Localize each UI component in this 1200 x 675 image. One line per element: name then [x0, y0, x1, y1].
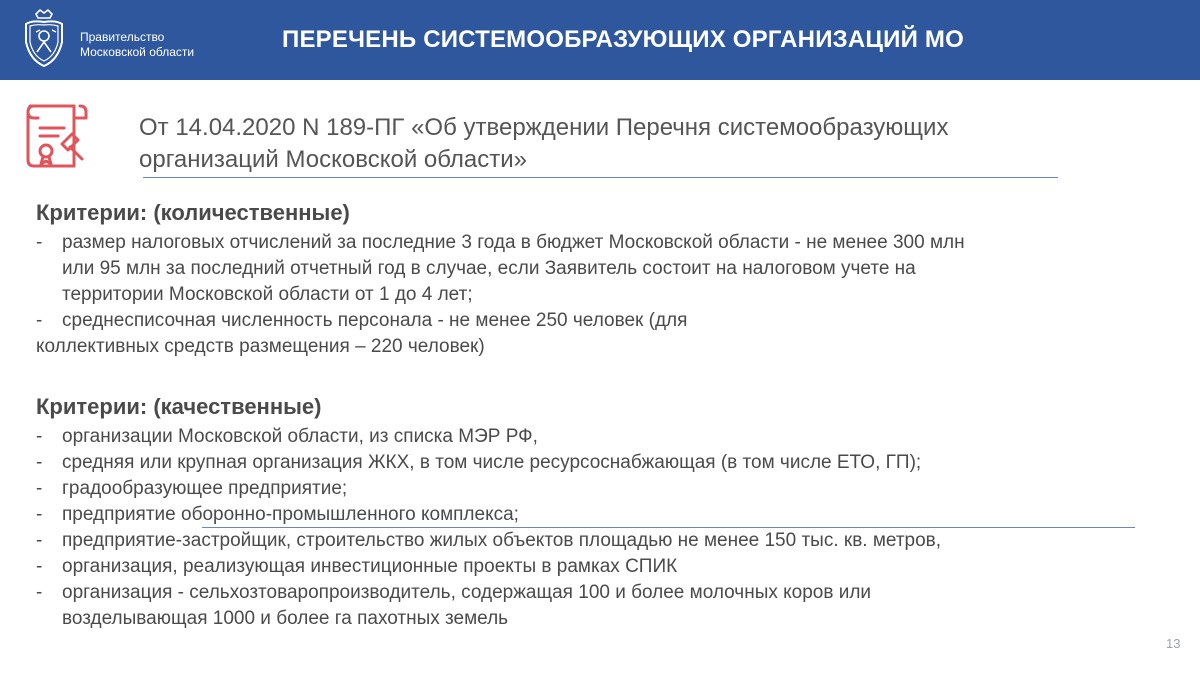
list-dash: - [36, 478, 43, 499]
item-text-line: средняя или крупная организация ЖКХ, в том числе ресурсоснабжающая (в том числе ЕТО, ГП); [62, 452, 922, 473]
item-text-line: коллективных средств размещения – 220 человек) [36, 336, 485, 357]
list-dash: - [36, 310, 43, 331]
page-number: 13 [1166, 636, 1181, 651]
list-item [36, 476, 1166, 502]
qualitative-criteria-heading: Критерии: (качественные) [36, 394, 322, 419]
item-text-line: территории Московской области от 1 до 4 лет; [62, 284, 473, 305]
list-dash: - [36, 232, 43, 253]
item-text-line: возделывающая 1000 и более га пахотных земель [62, 608, 509, 629]
qualitative-criteria-list [36, 424, 1166, 632]
list-dash: - [36, 504, 43, 525]
item-text-line: размер налоговых отчислений за последние 3 года в бюджет Московской области - не менее 300 млн [62, 232, 965, 253]
list-dash: - [36, 426, 43, 447]
decree-line: организаций Московской области» [139, 146, 528, 173]
item-text-line: или 95 млн за последний отчетный год в случае, если Заявитель состоит на налоговом учете на [62, 258, 916, 279]
list-item [36, 502, 1166, 528]
list-item [36, 230, 1166, 308]
list-dash: - [36, 582, 43, 603]
list-dash: - [36, 556, 43, 577]
organization-name [80, 30, 194, 60]
list-dash: - [36, 452, 43, 473]
item-text-line: предприятие-застройщик, строительство жилых объектов площадью не менее 150 тыс. кв. метров, [62, 530, 942, 551]
section-divider [202, 527, 1135, 528]
item-text-line: организация - сельхозтоваропроизводитель, содержащая 100 и более молочных коров или [62, 582, 872, 603]
org-line: Московской области [80, 45, 195, 59]
decree-line: От 14.04.2020 N 189-ПГ «Об утверждении Перечня системообразующих [139, 114, 949, 141]
list-item [36, 554, 1166, 580]
list-item [36, 308, 1166, 360]
decree-divider [143, 177, 1058, 178]
org-line: Правительство [80, 30, 165, 44]
item-text-line: среднесписочная численность персонала - не менее 250 человек (для [62, 310, 688, 331]
item-text-line: организации Московской области, из списка МЭР РФ, [62, 426, 538, 447]
item-text-line: организация, реализующая инвестиционные проекты в рамках СПИК [62, 556, 678, 577]
item-text-line: предприятие оборонно-промышленного комплекса; [62, 504, 519, 525]
legal-document-icon [24, 100, 94, 172]
decree-reference [139, 112, 1079, 176]
list-item [36, 580, 1166, 632]
header-bar [0, 0, 1200, 80]
list-item [36, 528, 1166, 554]
coat-of-arms-icon [22, 8, 66, 70]
list-item [36, 450, 1166, 476]
list-dash: - [36, 530, 43, 551]
quantitative-criteria-heading: Критерии: (количественные) [36, 200, 350, 225]
item-text-line: градообразующее предприятие; [62, 478, 348, 499]
slide-title: ПЕРЕЧЕНЬ СИСТЕМООБРАЗУЮЩИХ ОРГАНИЗАЦИЙ МО [282, 26, 964, 53]
quantitative-criteria-list [36, 230, 1166, 360]
list-item [36, 424, 1166, 450]
